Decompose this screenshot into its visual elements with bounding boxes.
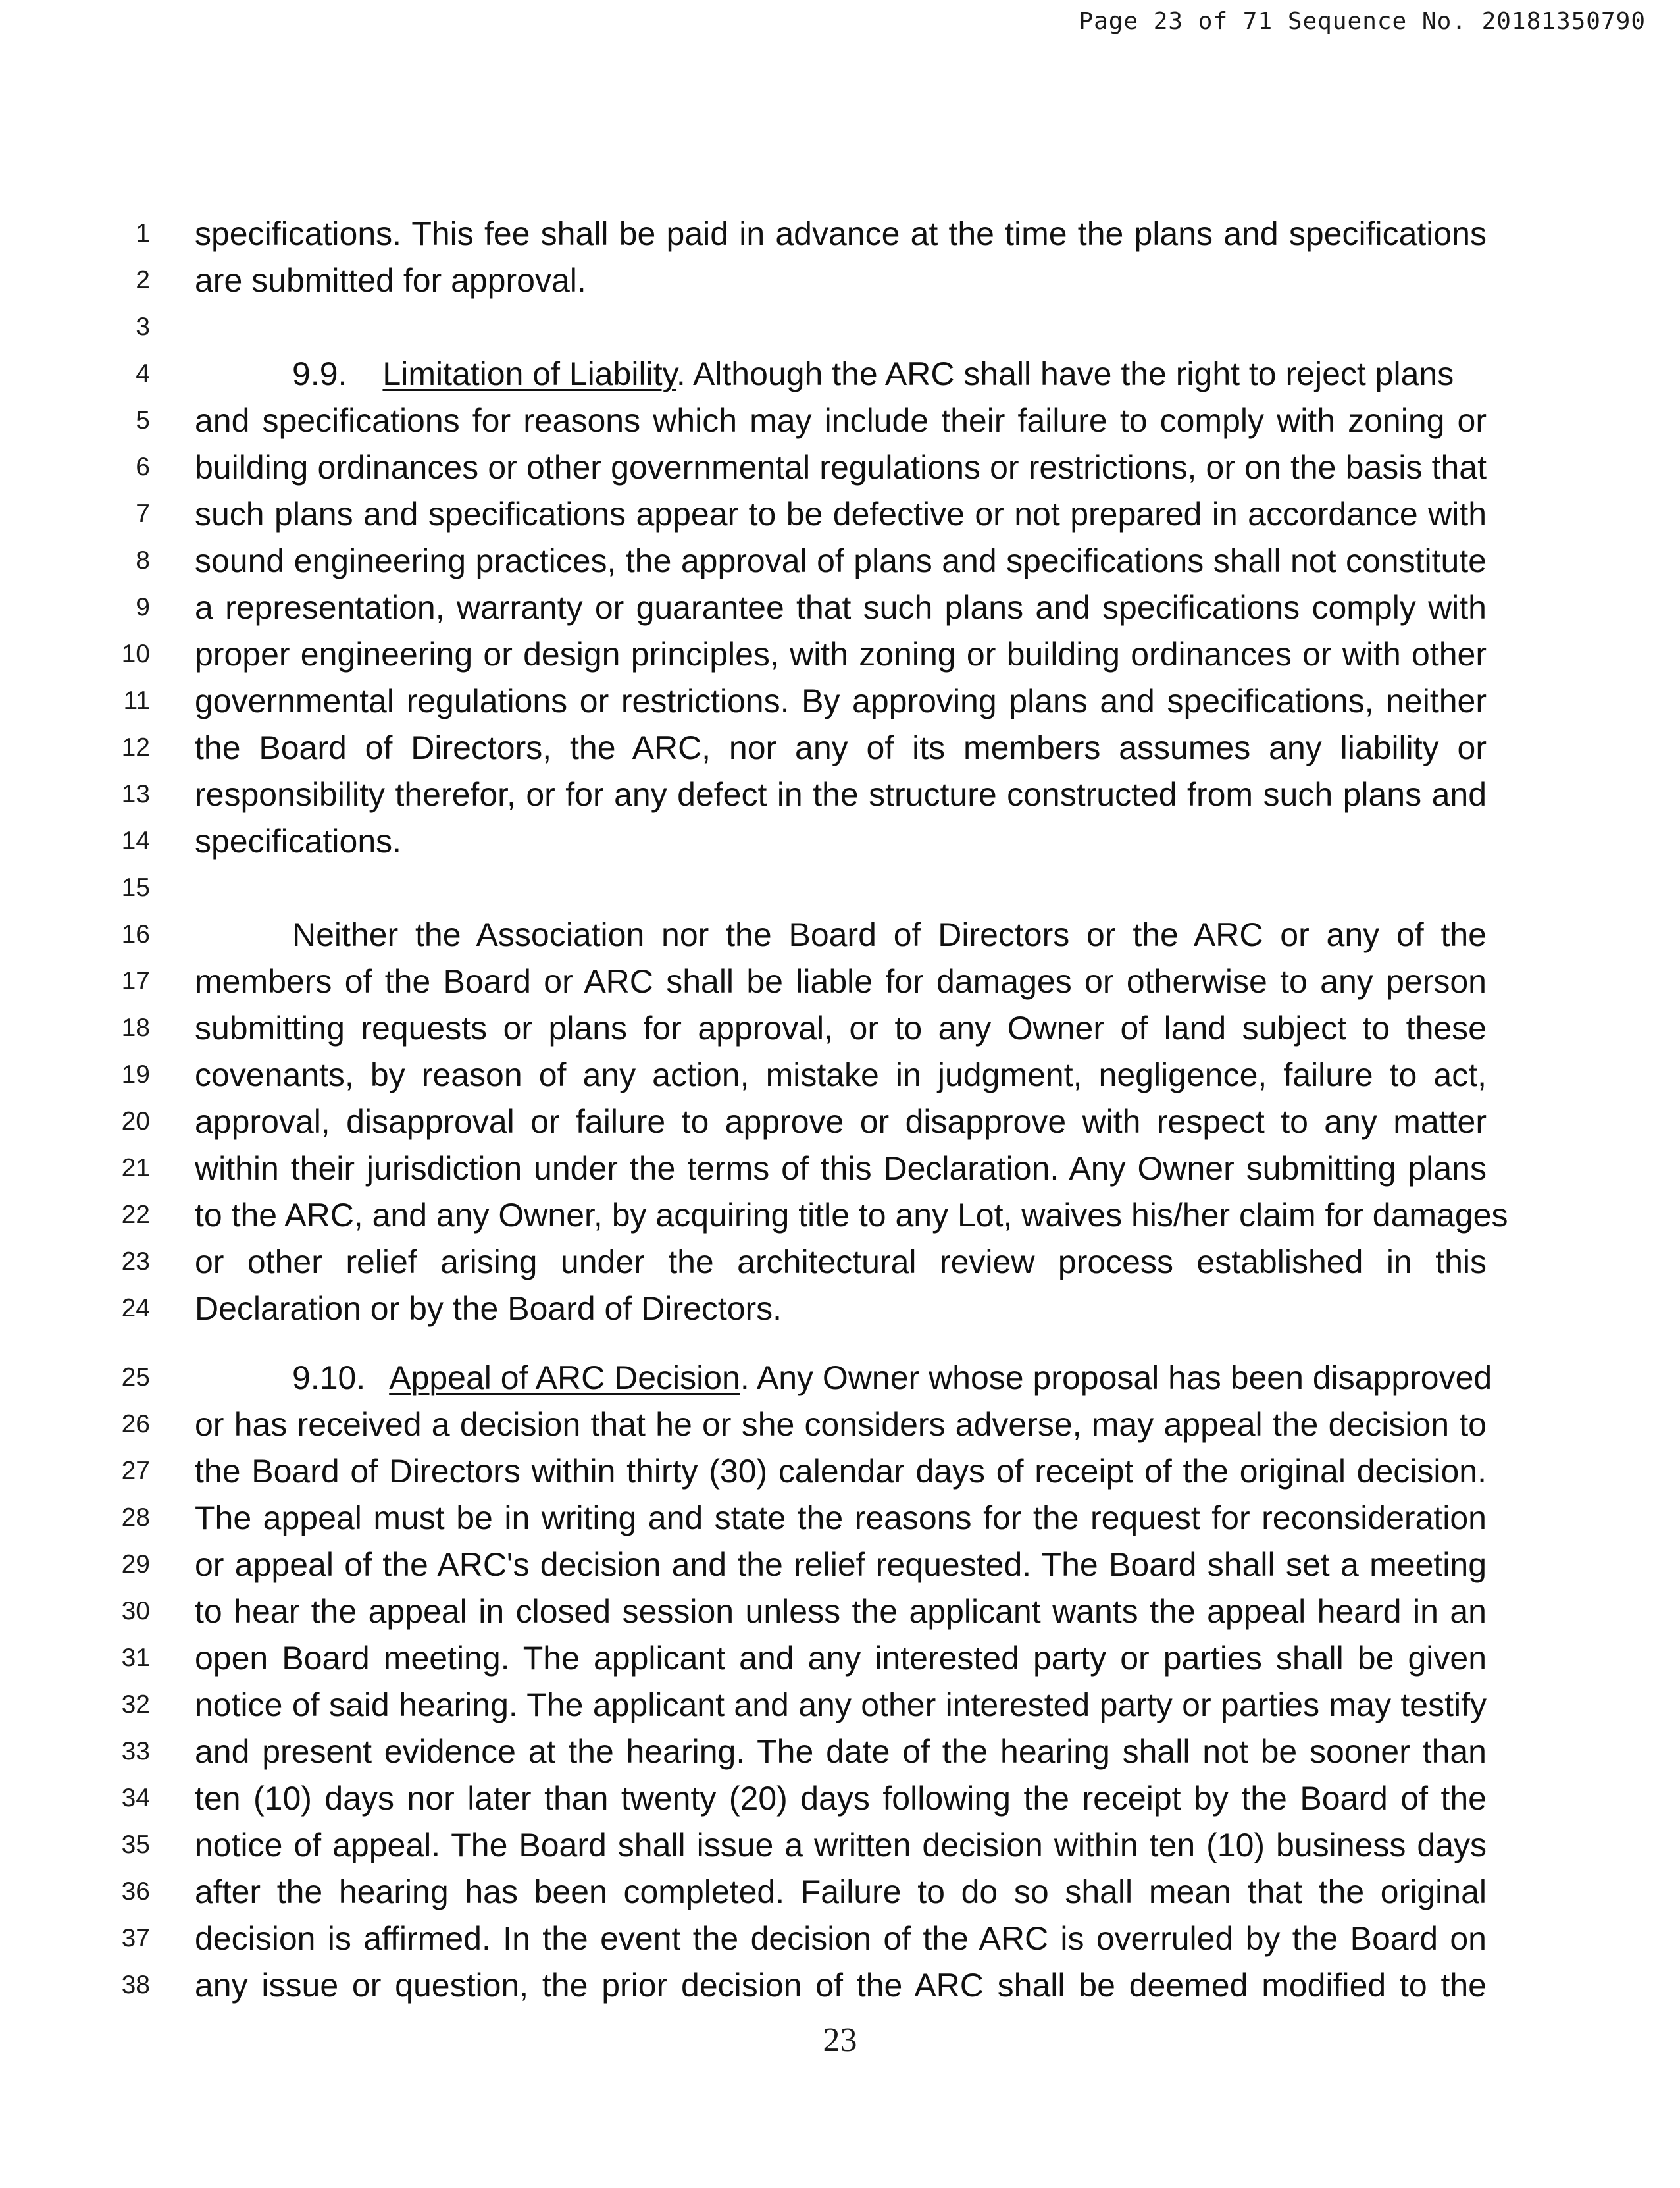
line-text: to hear the appeal in closed session unless the applicant wants the appeal heard in an — [195, 1593, 1487, 1630]
document-line — [0, 1286, 1680, 1332]
document-line — [0, 211, 1680, 257]
document-line — [0, 398, 1680, 444]
document-line — [0, 1145, 1680, 1191]
document-line — [0, 491, 1680, 537]
line-text: governmental regulations or restrictions. By approving plans and specifications, neither — [195, 683, 1487, 719]
line-number: 34 — [121, 1784, 150, 1812]
line-number: 7 — [136, 500, 150, 528]
line-number: 31 — [121, 1644, 150, 1672]
line-text: specifications. — [195, 823, 402, 860]
line-number: 37 — [121, 1924, 150, 1952]
line-number: 23 — [121, 1247, 150, 1276]
document-line — [0, 912, 1680, 958]
line-text: a representation, warranty or guarantee that such plans and specifications comply with — [195, 589, 1487, 626]
line-text: proper engineering or design principles, with zoning or building ordinances or with other — [195, 636, 1487, 673]
page-number-footer: 23 — [823, 2021, 857, 2059]
document-line — [0, 257, 1680, 303]
document-line — [0, 1495, 1680, 1541]
line-text: to the ARC, and any Owner, by acquiring title to any Lot, waives his/her claim for damages — [195, 1197, 1508, 1234]
line-number: 18 — [121, 1014, 150, 1042]
line-number: 3 — [136, 313, 150, 341]
document-line — [0, 1822, 1680, 1868]
line-number: 35 — [121, 1831, 150, 1859]
line-number: 38 — [121, 1971, 150, 1999]
line-number: 9 — [136, 593, 150, 621]
document-line — [0, 1588, 1680, 1634]
line-number: 36 — [121, 1877, 150, 1906]
document-line — [0, 304, 1680, 350]
line-number: 28 — [121, 1503, 150, 1532]
line-text: covenants, by reason of any action, mistake in judgment, negligence, failure to act, — [195, 1056, 1487, 1093]
line-text: are submitted for approval. — [195, 262, 586, 299]
line-number: 22 — [121, 1201, 150, 1229]
line-text: notice of said hearing. The applicant and any other interested party or parties may testify — [195, 1686, 1487, 1723]
line-number: 26 — [121, 1410, 150, 1438]
document-line — [0, 678, 1680, 724]
document-line — [0, 818, 1680, 864]
document-line — [0, 1869, 1680, 1915]
line-text: within their jurisdiction under the terms of this Declaration. Any Owner submitting plans — [195, 1150, 1487, 1187]
line-text: building ordinances or other governmental regulations or restrictions, or on the basis that — [195, 449, 1487, 486]
document-line — [0, 1005, 1680, 1051]
line-text: open Board meeting. The applicant and any interested party or parties shall be given — [195, 1640, 1487, 1677]
document-line — [0, 1239, 1680, 1285]
section-heading: Appeal of ARC Decision — [389, 1359, 740, 1396]
line-number: 30 — [121, 1597, 150, 1625]
line-text: and present evidence at the hearing. The date of the hearing shall not be sooner than — [195, 1733, 1487, 1770]
line-number: 25 — [121, 1363, 150, 1392]
document-line — [0, 725, 1680, 771]
line-number: 24 — [121, 1294, 150, 1322]
document-line — [0, 1682, 1680, 1728]
document-line — [0, 1401, 1680, 1447]
document-line — [0, 585, 1680, 631]
section-number: 9.10. — [292, 1359, 366, 1396]
line-number: 13 — [121, 780, 150, 808]
line-text: members of the Board or ARC shall be liable for damages or otherwise to any person — [195, 963, 1487, 1000]
document-line — [0, 631, 1680, 677]
line-text: . Any Owner whose proposal has been disapproved — [740, 1359, 1492, 1396]
line-number: 4 — [136, 359, 150, 388]
line-text: Neither the Association nor the Board of Directors or the ARC or any of the — [292, 916, 1487, 953]
line-text: and specifications for reasons which may include their failure to comply with zoning or — [195, 402, 1487, 439]
section-heading-line — [195, 1355, 1492, 1401]
document-line — [0, 1099, 1680, 1145]
line-text: submitting requests or plans for approval, or to any Owner of land subject to these — [195, 1010, 1487, 1047]
line-text: or other relief arising under the architectural review process established in this — [195, 1243, 1487, 1280]
document-line — [0, 444, 1680, 490]
line-number: 12 — [121, 733, 150, 762]
section-heading-line — [195, 351, 1487, 397]
line-number: 17 — [121, 967, 150, 995]
document-line — [0, 1915, 1680, 1962]
page-sequence-header: Page 23 of 71 Sequence No. 20181350790 — [1079, 8, 1646, 35]
line-text: such plans and specifications appear to be defective or not prepared in accordance with — [195, 496, 1487, 533]
line-number: 6 — [136, 453, 150, 481]
line-number: 16 — [121, 920, 150, 949]
line-number: 2 — [136, 266, 150, 294]
section-heading: Limitation of Liability — [382, 355, 676, 392]
line-text: specifications. This fee shall be paid in advance at the time the plans and specifications — [195, 215, 1487, 252]
document-line — [0, 1775, 1680, 1821]
document-line — [0, 1355, 1680, 1401]
line-number: 5 — [136, 406, 150, 434]
line-number: 1 — [136, 219, 150, 247]
line-text: or has received a decision that he or she considers adverse, may appeal the decision to — [195, 1406, 1487, 1443]
document-line — [0, 1962, 1680, 2008]
line-text: notice of appeal. The Board shall issue a written decision within ten (10) business days — [195, 1827, 1487, 1863]
line-text: the Board of Directors, the ARC, nor any of its members assumes any liability or — [195, 729, 1487, 766]
line-text: ten (10) days nor later than twenty (20) days following the receipt by the Board of the — [195, 1780, 1487, 1817]
line-number: 19 — [121, 1060, 150, 1089]
document-line — [0, 538, 1680, 584]
line-text: sound engineering practices, the approval of plans and specifications shall not constitute — [195, 542, 1487, 579]
line-number: 29 — [121, 1550, 150, 1578]
line-text: the Board of Directors within thirty (30) calendar days of receipt of the original decision. — [195, 1453, 1487, 1490]
line-number: 33 — [121, 1737, 150, 1765]
section-number: 9.9. — [292, 355, 347, 392]
line-number: 21 — [121, 1154, 150, 1182]
line-text: decision is affirmed. In the event the decision of the ARC is overruled by the Board on — [195, 1920, 1487, 1957]
line-text: . Although the ARC shall have the right to reject plans — [676, 355, 1454, 392]
document-line — [0, 1192, 1680, 1238]
line-number: 14 — [121, 827, 150, 855]
document-line — [0, 1635, 1680, 1681]
line-number: 8 — [136, 546, 150, 575]
document-line — [0, 771, 1680, 818]
line-number: 27 — [121, 1457, 150, 1485]
document-line — [0, 865, 1680, 911]
document-line — [0, 1052, 1680, 1098]
line-number: 10 — [121, 640, 150, 668]
line-number: 20 — [121, 1107, 150, 1135]
line-text: Declaration or by the Board of Directors. — [195, 1290, 782, 1327]
line-text: after the hearing has been completed. Failure to do so shall mean that the original — [195, 1873, 1487, 1910]
document-line — [0, 958, 1680, 1004]
line-text: or appeal of the ARC's decision and the relief requested. The Board shall set a meeting — [195, 1546, 1487, 1583]
line-number: 15 — [121, 873, 150, 902]
document-line — [0, 1448, 1680, 1494]
document-line — [0, 1729, 1680, 1775]
line-text: The appeal must be in writing and state the reasons for the request for reconsideration — [195, 1499, 1487, 1536]
line-number: 11 — [123, 687, 150, 715]
line-number: 32 — [121, 1690, 150, 1719]
document-line — [0, 1542, 1680, 1588]
line-text: approval, disapproval or failure to approve or disapprove with respect to any matter — [195, 1103, 1487, 1140]
line-text: any issue or question, the prior decision of the ARC shall be deemed modified to the — [195, 1967, 1487, 2004]
document-line — [0, 351, 1680, 397]
line-text: responsibility therefor, or for any defect in the structure constructed from such plans and — [195, 776, 1487, 813]
